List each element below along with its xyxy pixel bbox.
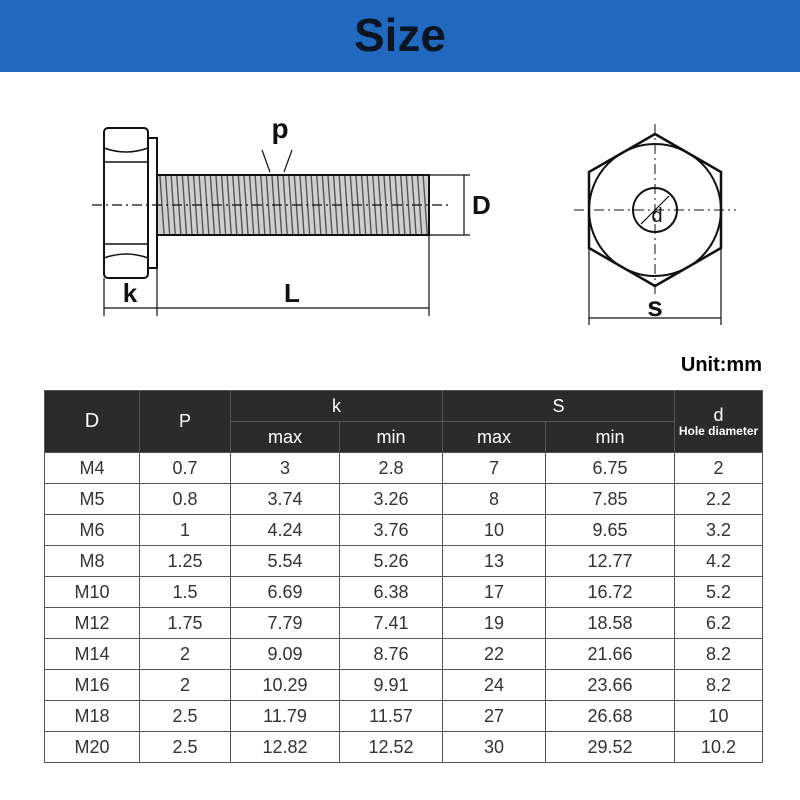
cell-size: M20 bbox=[45, 732, 140, 763]
header-d: D bbox=[45, 391, 140, 453]
cell-s-max: 22 bbox=[443, 639, 546, 670]
cell-k-min: 2.8 bbox=[340, 453, 443, 484]
cell-k-max: 7.79 bbox=[231, 608, 340, 639]
cell-size: M5 bbox=[45, 484, 140, 515]
bolt-washer-face bbox=[148, 138, 157, 268]
cell-hole-diameter: 8.2 bbox=[675, 639, 763, 670]
cell-pitch: 1 bbox=[140, 515, 231, 546]
header-p: P bbox=[140, 391, 231, 453]
header-k-min: min bbox=[340, 422, 443, 453]
cell-pitch: 2 bbox=[140, 670, 231, 701]
cell-k-min: 11.57 bbox=[340, 701, 443, 732]
cell-s-min: 26.68 bbox=[546, 701, 675, 732]
table-row bbox=[45, 484, 763, 515]
cell-k-min: 3.26 bbox=[340, 484, 443, 515]
cell-size: M18 bbox=[45, 701, 140, 732]
cell-s-min: 18.58 bbox=[546, 608, 675, 639]
cell-hole-diameter: 10.2 bbox=[675, 732, 763, 763]
unit-label: Unit:mm bbox=[680, 354, 762, 376]
cell-hole-diameter: 4.2 bbox=[675, 546, 763, 577]
cell-s-max: 27 bbox=[443, 701, 546, 732]
cell-hole-diameter: 5.2 bbox=[675, 577, 763, 608]
cell-size: M8 bbox=[45, 546, 140, 577]
size-table bbox=[44, 390, 763, 763]
table-row bbox=[45, 670, 763, 701]
cell-s-max: 7 bbox=[443, 453, 546, 484]
table-row bbox=[45, 608, 763, 639]
head-height-label: k bbox=[122, 278, 138, 308]
cell-k-min: 3.76 bbox=[340, 515, 443, 546]
bolt-diagram bbox=[0, 72, 800, 342]
cell-s-max: 24 bbox=[443, 670, 546, 701]
cell-hole-diameter: 2 bbox=[675, 453, 763, 484]
cell-pitch: 2 bbox=[140, 639, 231, 670]
cell-k-max: 3 bbox=[231, 453, 340, 484]
header-hole-d: d bbox=[713, 404, 724, 425]
cell-s-min: 6.75 bbox=[546, 453, 675, 484]
header-k-max: max bbox=[231, 422, 340, 453]
cell-pitch: 1.25 bbox=[140, 546, 231, 577]
cell-pitch: 1.75 bbox=[140, 608, 231, 639]
cell-k-max: 9.09 bbox=[231, 639, 340, 670]
length-label: L bbox=[284, 278, 300, 308]
cell-s-max: 13 bbox=[443, 546, 546, 577]
cell-size: M14 bbox=[45, 639, 140, 670]
cell-k-min: 8.76 bbox=[340, 639, 443, 670]
table-row bbox=[45, 639, 763, 670]
cell-s-max: 30 bbox=[443, 732, 546, 763]
cell-k-min: 6.38 bbox=[340, 577, 443, 608]
cell-k-max: 6.69 bbox=[231, 577, 340, 608]
diameter-label: D bbox=[472, 190, 491, 220]
cell-size: M12 bbox=[45, 608, 140, 639]
cell-hole-diameter: 8.2 bbox=[675, 670, 763, 701]
cell-hole-diameter: 10 bbox=[675, 701, 763, 732]
cell-pitch: 2.5 bbox=[140, 732, 231, 763]
cell-k-max: 10.29 bbox=[231, 670, 340, 701]
table-row bbox=[45, 577, 763, 608]
header-hole-sub: Hole diameter bbox=[678, 423, 759, 438]
cell-k-max: 12.82 bbox=[231, 732, 340, 763]
cell-hole-diameter: 6.2 bbox=[675, 608, 763, 639]
cell-pitch: 0.8 bbox=[140, 484, 231, 515]
cell-hole-diameter: 3.2 bbox=[675, 515, 763, 546]
cell-k-max: 5.54 bbox=[231, 546, 340, 577]
header-hole-diameter bbox=[675, 391, 763, 453]
hole-label: d bbox=[651, 205, 663, 227]
cell-size: M4 bbox=[45, 453, 140, 484]
cell-size: M10 bbox=[45, 577, 140, 608]
cell-k-min: 5.26 bbox=[340, 546, 443, 577]
table-row bbox=[45, 701, 763, 732]
cell-k-min: 9.91 bbox=[340, 670, 443, 701]
header-s: S bbox=[443, 391, 675, 422]
table-row bbox=[45, 453, 763, 484]
cell-s-max: 19 bbox=[443, 608, 546, 639]
cell-k-max: 3.74 bbox=[231, 484, 340, 515]
cell-s-max: 17 bbox=[443, 577, 546, 608]
cell-k-max: 11.79 bbox=[231, 701, 340, 732]
cell-s-max: 8 bbox=[443, 484, 546, 515]
cell-hole-diameter: 2.2 bbox=[675, 484, 763, 515]
cell-k-min: 7.41 bbox=[340, 608, 443, 639]
page-title: Size bbox=[353, 9, 447, 61]
cell-size: M16 bbox=[45, 670, 140, 701]
table-row bbox=[45, 515, 763, 546]
header-s-max: max bbox=[443, 422, 546, 453]
cell-s-min: 21.66 bbox=[546, 639, 675, 670]
header-s-min: min bbox=[546, 422, 675, 453]
cell-s-min: 16.72 bbox=[546, 577, 675, 608]
cell-pitch: 1.5 bbox=[140, 577, 231, 608]
cell-s-min: 12.77 bbox=[546, 546, 675, 577]
cell-k-min: 12.52 bbox=[340, 732, 443, 763]
table-row bbox=[45, 732, 763, 763]
cell-k-max: 4.24 bbox=[231, 515, 340, 546]
cell-size: M6 bbox=[45, 515, 140, 546]
cell-s-max: 10 bbox=[443, 515, 546, 546]
header-k: k bbox=[231, 391, 443, 422]
pitch-label: p bbox=[271, 113, 289, 144]
across-flats-label: s bbox=[647, 291, 663, 322]
cell-s-min: 23.66 bbox=[546, 670, 675, 701]
cell-s-min: 29.52 bbox=[546, 732, 675, 763]
cell-s-min: 9.65 bbox=[546, 515, 675, 546]
cell-pitch: 0.7 bbox=[140, 453, 231, 484]
cell-s-min: 7.85 bbox=[546, 484, 675, 515]
table-row bbox=[45, 546, 763, 577]
cell-pitch: 2.5 bbox=[140, 701, 231, 732]
